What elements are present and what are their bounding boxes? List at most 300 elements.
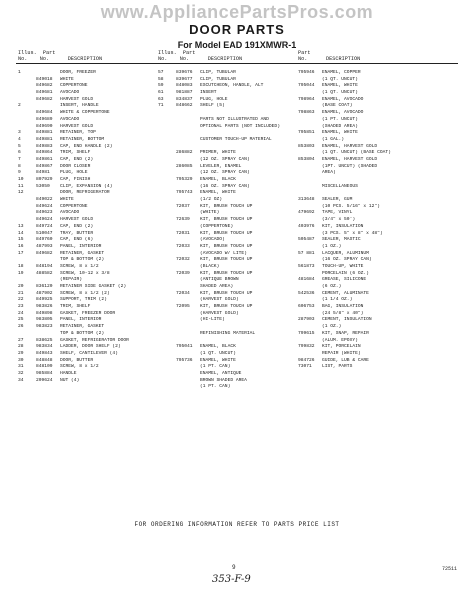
part-number: 561873 — [298, 263, 315, 269]
parts-list-row — [298, 90, 458, 97]
illus-number: 28 — [18, 344, 24, 350]
part-description: SHADED AREA) — [200, 284, 234, 289]
parts-list-row — [298, 97, 458, 104]
parts-list-row — [298, 117, 458, 124]
part-description: PARTS NOT ILLUSTRATED AND — [200, 116, 269, 122]
parts-list-row — [298, 237, 458, 244]
parts-list-row — [298, 83, 458, 90]
part-description: SUPPORT, TRIM (2) — [60, 297, 107, 303]
parts-list-row — [158, 297, 294, 304]
parts-list-row — [158, 110, 294, 117]
illus-number: 16 — [18, 243, 24, 249]
parts-list-row — [158, 177, 294, 184]
part-number: 985884 — [36, 370, 53, 376]
part-number: 57 881 — [298, 250, 315, 256]
part-number — [176, 297, 200, 304]
illus-number: 59 — [158, 83, 164, 89]
part-number: 983823 — [36, 324, 53, 330]
part-description: KIT, BRUSH TOUCH UP — [200, 257, 253, 263]
part-description: (3 PCS. 5" x 8" x 48") — [322, 230, 383, 236]
illus-number — [18, 204, 36, 211]
part-number — [176, 264, 200, 271]
part-description: ENAMEL, HARVEST GOLD — [322, 156, 378, 162]
part-description: (WHITE) — [200, 210, 220, 216]
part-description: (6 OZ.) — [322, 284, 342, 289]
part-description: RETAINER, TOP — [60, 130, 96, 136]
part-description: KIT, SNAP, REPAIR — [322, 330, 369, 336]
parts-list-row — [298, 124, 458, 131]
illus-number: 29 — [18, 350, 24, 356]
parts-list-row — [18, 144, 154, 151]
illus-number: 18 — [18, 263, 24, 269]
part-number: 72031 — [176, 230, 190, 236]
part-description: DOOR, FREEZER — [60, 70, 96, 75]
part-number: 839677 — [176, 76, 193, 82]
part-description: (ALUM. EPOXY) — [322, 337, 358, 343]
parts-list-row — [18, 277, 154, 284]
parts-column-3 — [298, 70, 458, 371]
part-number: 848662 — [176, 103, 193, 109]
part-number — [36, 103, 60, 110]
part-description: HARVEST GOLD — [60, 96, 94, 102]
parts-list-row — [158, 251, 294, 258]
illus-number — [158, 251, 176, 258]
parts-list-row — [158, 324, 294, 331]
illus-number: 23 — [18, 304, 24, 310]
part-description — [200, 130, 294, 137]
parts-list-row — [18, 164, 154, 171]
part-description: (12 OZ. SPRAY CAN) — [200, 170, 250, 176]
parts-list-row — [18, 83, 154, 90]
part-number — [176, 210, 200, 217]
part-description — [200, 110, 294, 117]
illus-number — [18, 210, 36, 217]
illus-number: 12 — [18, 190, 24, 196]
part-description: GUIDE, LUB & CARE — [322, 357, 369, 363]
part-description: (1 PT. CAN) — [200, 384, 231, 390]
illus-number — [158, 204, 176, 211]
illus-number — [158, 364, 176, 371]
part-number: 72033 — [176, 243, 190, 249]
parts-list-row — [158, 371, 294, 378]
part-description: AREA) — [322, 170, 336, 176]
parts-list-row — [298, 244, 458, 251]
illus-number: 13 — [18, 223, 24, 229]
parts-list-row — [158, 378, 294, 385]
illus-number: 9 — [18, 170, 21, 176]
parts-list-row — [298, 277, 458, 284]
part-number: 849682 — [36, 96, 53, 102]
part-number: 849867 — [36, 163, 53, 169]
part-number: 838625 — [36, 337, 53, 343]
parts-list-row — [18, 157, 154, 164]
part-description: (1 QT. UNCUT) — [200, 350, 236, 356]
part-description: CAP, FINISH — [60, 177, 91, 182]
parts-list-row — [18, 137, 154, 144]
parts-list-row — [298, 157, 458, 164]
parts-list-row — [298, 177, 458, 184]
parts-list-row — [18, 257, 154, 264]
part-number — [176, 130, 200, 137]
parts-list-row — [18, 344, 154, 351]
illus-number: 2 — [18, 103, 21, 109]
part-number — [176, 251, 200, 258]
parts-list-row — [18, 264, 154, 271]
part-number: 849684 — [36, 110, 53, 116]
part-description: PLUG, HOLE — [200, 96, 228, 102]
part-number — [298, 257, 322, 264]
part-description: ENAMEL, WHITE — [200, 357, 236, 363]
parts-list-row — [158, 257, 294, 264]
part-number — [176, 378, 200, 385]
parts-list-row — [158, 351, 294, 358]
illus-number — [158, 351, 176, 358]
parts-list-row — [18, 177, 154, 184]
illus-number: 4 — [18, 136, 21, 142]
part-number — [298, 217, 322, 224]
part-description: ENAMEL, HARVEST GOLD — [322, 143, 378, 149]
parts-list-row — [298, 264, 458, 271]
part-number — [298, 177, 322, 184]
part-description: (1 QT. UNCUT) — [322, 76, 358, 82]
part-description: COPPERTONE — [60, 83, 88, 89]
part-number: 849861 — [36, 156, 53, 162]
part-number: 487993 — [36, 243, 53, 249]
parts-list-row — [158, 124, 294, 131]
parts-list-row — [158, 190, 294, 197]
part-description: OPTIONAL PARTS (NOT INCLUDED) — [200, 123, 280, 129]
part-number: 848109 — [36, 364, 53, 370]
parts-list-row — [18, 284, 154, 291]
part-number — [298, 231, 322, 238]
part-description: (REPAIR) — [60, 277, 83, 283]
parts-list-row — [158, 204, 294, 211]
illus-number — [158, 137, 176, 144]
illus-number: 71 — [158, 103, 164, 109]
parts-list-row — [298, 217, 458, 224]
part-number: 849018 — [36, 76, 53, 82]
part-number — [176, 144, 200, 151]
parts-list-row — [158, 277, 294, 284]
parts-list-row — [18, 97, 154, 104]
illus-number — [18, 117, 36, 124]
part-description: ENAMEL, AVOCADO — [322, 96, 364, 102]
part-description: KIT, BRUSH TOUCH UP — [200, 290, 253, 296]
parts-list-row — [158, 311, 294, 318]
parts-list-row — [298, 70, 458, 77]
part-number — [176, 331, 200, 338]
part-number: 984726 — [298, 357, 315, 363]
part-description: (1 OZ.) — [322, 324, 342, 330]
part-description: KIT, BRUSH TOUCH UP — [200, 243, 253, 249]
parts-list-row — [158, 184, 294, 191]
illus-number — [18, 83, 36, 90]
part-description — [200, 338, 294, 345]
illus-number: 34 — [18, 377, 24, 383]
part-description: (COPPERTONE) — [200, 223, 234, 229]
illus-number — [158, 271, 176, 278]
part-number: 849022 — [36, 197, 53, 203]
parts-list-row — [298, 110, 458, 117]
part-description: WHITE — [60, 197, 74, 203]
parts-list-row — [298, 190, 458, 197]
part-number: 983834 — [36, 344, 53, 350]
part-number: 795044 — [298, 83, 315, 89]
part-number: 849881 — [36, 130, 53, 136]
part-number: 849881 — [36, 136, 53, 142]
part-description: TAPE, VINYL — [322, 210, 353, 216]
part-description: SCREW, 10-12 x 3/8 — [60, 270, 110, 276]
parts-list-row — [18, 197, 154, 204]
illus-number: 17 — [18, 250, 24, 256]
parts-list-row — [158, 217, 294, 224]
illus-number: 27 — [18, 337, 24, 343]
part-number — [298, 204, 322, 211]
part-description: CEMENT, INSULATION — [322, 317, 372, 323]
illus-number: 10 — [18, 177, 24, 182]
illus-number: 5 — [18, 143, 21, 149]
illus-number — [158, 157, 176, 164]
part-description: SHELF, CANTILEVER (4) — [60, 350, 118, 356]
part-description: INSERT — [200, 90, 217, 96]
parts-list-row — [18, 358, 154, 365]
part-number: 981887 — [176, 90, 193, 96]
parts-list-row — [18, 130, 154, 137]
illus-number — [158, 170, 176, 177]
part-number — [176, 237, 200, 244]
parts-list-row — [18, 251, 154, 258]
part-number: 848083 — [176, 83, 193, 89]
illus-number — [158, 124, 176, 131]
part-description: DOOR, REFRIGERATOR — [60, 190, 110, 196]
part-description: (24 5/8" x 40") — [322, 310, 364, 316]
part-number — [176, 284, 200, 291]
part-number: 983826 — [36, 304, 53, 310]
parts-list-row — [298, 184, 458, 191]
column-header-3: Part No. DESCRIPTION — [298, 50, 361, 62]
illus-number — [158, 210, 176, 217]
document-number: 72511 — [442, 566, 458, 572]
parts-list-row — [158, 90, 294, 97]
parts-list-row — [18, 324, 154, 331]
illus-number — [158, 110, 176, 117]
part-description: ENAMEL, ANTIQUE — [200, 370, 242, 376]
part-number — [298, 117, 322, 124]
illus-number — [18, 257, 36, 264]
part-number — [298, 170, 322, 177]
illus-number — [158, 130, 176, 137]
parts-column-2 — [158, 70, 294, 391]
illus-number — [158, 311, 176, 318]
part-number — [176, 137, 200, 144]
illus-number: 32 — [18, 370, 24, 376]
illus-number: 63 — [158, 96, 164, 102]
part-description: CUSTOMER TOUCH-UP MATERIAL — [200, 136, 272, 142]
part-description: BAG, INSULATION — [322, 304, 364, 310]
part-description: WHITE & COPPERTONE — [60, 110, 110, 116]
part-description: COPPERTONE — [60, 203, 88, 209]
parts-list-row — [298, 170, 458, 177]
part-number: 481684 — [298, 277, 315, 283]
part-number — [176, 371, 200, 378]
parts-list-row — [158, 317, 294, 324]
part-description: LEVELER, ENAMEL — [200, 163, 242, 169]
part-number: 849843 — [36, 350, 53, 356]
parts-list-row — [18, 338, 154, 345]
part-number — [176, 324, 200, 331]
part-description: REFINISHING MATERIAL — [200, 330, 256, 336]
parts-list-row — [18, 231, 154, 238]
illus-number — [158, 358, 176, 365]
part-description: (16 OZ. SPRAY CAN) — [200, 183, 250, 189]
parts-list-row — [158, 271, 294, 278]
part-description: SCREW, 8 x 1/2 — [60, 263, 99, 269]
illus-number — [158, 184, 176, 191]
part-number — [176, 197, 200, 204]
part-number: 72639 — [176, 217, 190, 223]
part-description: KIT, BRUSH TOUCH UP — [200, 304, 253, 310]
part-number — [298, 190, 322, 197]
part-description: AVOCADO — [60, 210, 80, 216]
part-description: (BLACK) — [200, 263, 220, 269]
part-description: ENAMEL, COPPER — [322, 70, 361, 75]
part-description: (HI-LITE) — [200, 317, 225, 323]
illus-number: 14 — [18, 230, 24, 236]
part-number: 72037 — [176, 203, 190, 209]
illus-number: 15 — [18, 237, 24, 243]
part-number — [298, 184, 322, 191]
part-description: WHITE — [60, 76, 74, 82]
parts-list-row — [298, 251, 458, 258]
part-description: (16 OZ. SPRAY CAN) — [322, 257, 372, 263]
parts-list-row — [298, 358, 458, 365]
illus-number — [18, 77, 36, 84]
part-number — [176, 311, 200, 318]
part-number — [298, 137, 322, 144]
illus-number — [158, 304, 176, 311]
part-number: 798964 — [298, 96, 315, 102]
parts-list-row — [18, 170, 154, 177]
part-description: CAP, END (6) — [60, 237, 94, 243]
part-number — [176, 364, 200, 371]
part-description: CAP, END (2) — [60, 156, 94, 162]
illus-number: 30 — [18, 357, 24, 363]
part-number — [298, 164, 322, 171]
part-description: (10 PCS. 5/16" x 12") — [322, 203, 380, 209]
parts-list-row — [298, 164, 458, 171]
part-number: 849624 — [36, 217, 53, 223]
parts-list-row — [298, 130, 458, 137]
parts-list-row — [158, 150, 294, 157]
part-description: REPAIR (WHITE) — [322, 350, 361, 356]
illus-number: 57 — [158, 70, 164, 75]
parts-list-row — [18, 224, 154, 231]
parts-list-row — [18, 117, 154, 124]
parts-list-row — [18, 291, 154, 298]
part-description: KIT, BRUSH TOUCH UP — [200, 217, 253, 223]
part-number: 983805 — [36, 317, 53, 323]
parts-list-row — [298, 197, 458, 204]
part-number: 795743 — [176, 190, 193, 196]
part-number: 849681 — [36, 90, 53, 96]
page-title: DOOR PARTS — [189, 22, 285, 37]
part-number: 487902 — [36, 290, 53, 296]
parts-list-row — [298, 364, 458, 371]
part-number: 798863 — [298, 110, 315, 116]
part-number — [176, 157, 200, 164]
part-description: GASKET, REFRIGERATOR DOOR — [60, 337, 129, 343]
part-description: ESCUTCHEON, HANDLE, ALT — [200, 83, 264, 89]
part-description: (SHADED AREA) — [322, 123, 358, 129]
parts-list-row — [158, 338, 294, 345]
parts-list-row — [158, 244, 294, 251]
part-description: LADDER, DOOR SHELF (2) — [60, 344, 121, 350]
part-number — [298, 77, 322, 84]
parts-list-row — [18, 304, 154, 311]
part-description: SCREW, 8 x 1/2 (2) — [60, 290, 110, 296]
parts-list-row — [18, 190, 154, 197]
part-number: 807929 — [36, 177, 53, 182]
illus-number — [158, 217, 176, 224]
part-description: GREASE, SILICONE — [322, 277, 367, 283]
parts-list-row — [158, 103, 294, 110]
parts-list-row — [158, 264, 294, 271]
illus-number: 11 — [18, 183, 24, 189]
part-number — [36, 277, 60, 284]
parts-list-row — [18, 271, 154, 278]
parts-list-row — [298, 284, 458, 291]
parts-list-row — [18, 237, 154, 244]
parts-list-row — [158, 304, 294, 311]
parts-list-row — [298, 257, 458, 264]
part-number: 849624 — [36, 203, 53, 209]
part-description: NUT (4) — [60, 377, 80, 383]
parts-list-row — [18, 184, 154, 191]
parts-column-1 — [18, 70, 154, 384]
watermark: www.AppliancePartsPros.com — [100, 2, 374, 22]
illus-number: 3 — [18, 130, 21, 136]
illus-number: 8 — [18, 163, 21, 169]
parts-list-row — [18, 77, 154, 84]
parts-list-row — [298, 224, 458, 231]
illus-number — [158, 164, 176, 171]
part-description: PRIMER, WHITE — [200, 150, 236, 156]
part-description: LACQUER, ALUMINUM — [322, 250, 369, 256]
illus-number — [158, 297, 176, 304]
part-description: PANEL, INTERIOR — [60, 317, 102, 323]
part-description: ENAMEL, WHITE — [322, 130, 358, 136]
part-number — [298, 324, 322, 331]
part-number: 84981 — [36, 170, 50, 176]
illus-number: 19 — [18, 270, 24, 276]
parts-list-row — [298, 338, 458, 345]
illus-number — [158, 317, 176, 324]
part-number: 849883 — [36, 143, 53, 149]
parts-list-row — [158, 384, 294, 391]
part-number — [176, 117, 200, 124]
illus-number — [158, 197, 176, 204]
part-number — [298, 90, 322, 97]
parts-list-row — [158, 284, 294, 291]
parts-list-row — [158, 344, 294, 351]
part-number: 479692 — [298, 210, 315, 216]
part-description: (1 GAL.) — [322, 136, 345, 142]
part-number — [176, 338, 200, 345]
illus-number — [158, 324, 176, 331]
handwritten-note: 353-F-9 — [212, 574, 251, 585]
part-description: SCREW, 8 x 1/2 — [60, 364, 99, 370]
part-description: KIT, BRUSH TOUCH UP — [200, 230, 253, 236]
